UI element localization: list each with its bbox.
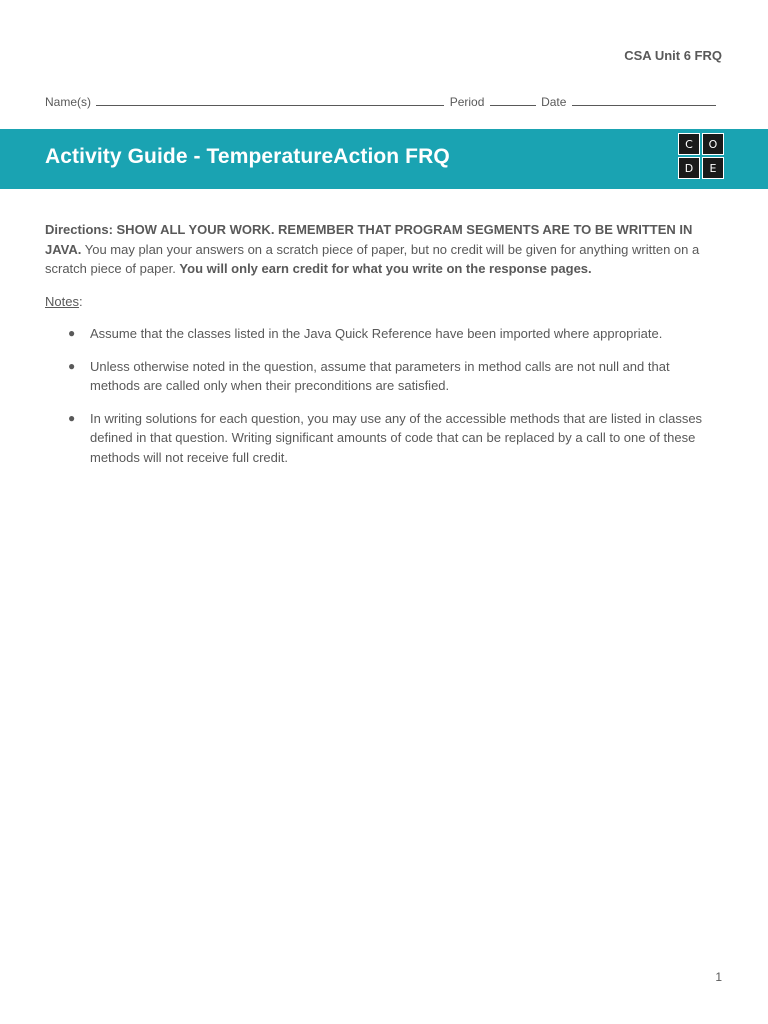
logo-letter-o: O	[702, 133, 724, 155]
logo-letter-e: E	[702, 157, 724, 179]
logo-letter-c: C	[678, 133, 700, 155]
period-label: Period	[449, 95, 485, 109]
notes-heading	[45, 292, 723, 312]
directions-paragraph	[45, 220, 723, 279]
page-title: Activity Guide - TemperatureAction FRQ	[45, 145, 450, 168]
main-content	[45, 220, 723, 480]
note-text: In writing solutions for each question, you may use any of the accessible methods that are listed in classes defined in that question. Writing significant amounts of code that can be replaced by a call to one of these methods will not receive full credit.	[90, 410, 703, 465]
bullet-icon: ●	[68, 410, 76, 425]
date-label: Date	[541, 95, 567, 109]
notes-label: Notes	[45, 293, 79, 309]
period-blank	[490, 94, 536, 106]
note-text: Unless otherwise noted in the question, assume that parameters in method calls are not null and that methods are called only when their preconditions are satisfied.	[90, 358, 670, 393]
notes-colon: :	[78, 293, 83, 309]
directions-bold-lead: Directions: SHOW ALL YOUR WORK. REMEMBER THAT PROGRAM SEGMENTS ARE TO BE WRITTEN IN JAVA.	[45, 222, 693, 257]
bullet-icon: ●	[68, 326, 76, 340]
name-period-date-line	[45, 94, 725, 109]
list-item	[45, 409, 723, 468]
code-logo	[678, 133, 724, 180]
bullet-icon: ●	[68, 358, 76, 373]
page-number: 1	[715, 970, 722, 984]
directions-body: You may plan your answers on a scratch piece of paper, but no credit will be given for anything written on a scratch piece of paper.	[45, 241, 700, 276]
directions-bold-tail: You will only earn credit for what you write on the response pages.	[179, 261, 592, 276]
name-label: Name(s)	[45, 95, 92, 109]
activity-guide-banner	[0, 129, 768, 189]
course-label: CSA Unit 6 FRQ	[624, 48, 722, 63]
list-item	[45, 324, 723, 344]
logo-letter-d: D	[678, 157, 700, 179]
date-blank	[572, 94, 716, 106]
name-blank	[96, 94, 444, 106]
list-item	[45, 357, 723, 396]
note-text: Assume that the classes listed in the Java Quick Reference have been imported where appropriate.	[90, 326, 663, 341]
notes-list	[45, 324, 723, 467]
